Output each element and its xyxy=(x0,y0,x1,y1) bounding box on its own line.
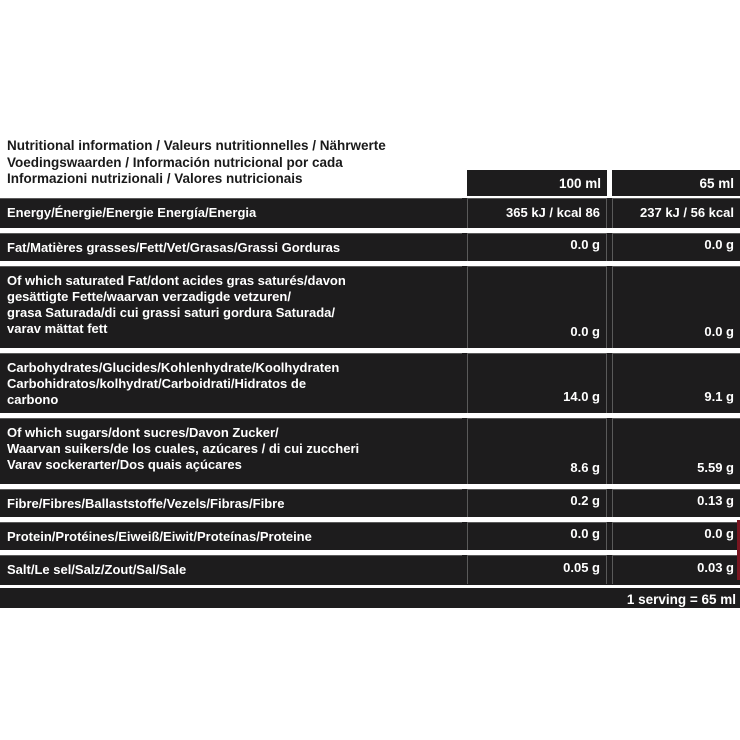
nutrient-label xyxy=(0,233,462,261)
nutrient-label-line: Protein/Protéines/Eiweiß/Eiwit/Proteínas/Proteine xyxy=(7,529,312,544)
nutrient-label-line: Fibre/Fibres/Ballaststoffe/Vezels/Fibras/Fibre xyxy=(7,496,285,511)
title-line: Informazioni nutrizionali / Valores nutricionais xyxy=(7,171,303,186)
value-per-100ml: 0.0 g xyxy=(467,266,607,348)
nutrient-label-line: Fat/Matières grasses/Fett/Vet/Grasas/Grassi Gorduras xyxy=(7,240,341,255)
nutrient-label-line: Varav sockerarter/Dos quais açúcares xyxy=(7,457,242,472)
column-header-100ml: 100 ml xyxy=(467,170,607,196)
nutrient-label-line: Energy/Énergie/Energie Energía/Energia xyxy=(7,205,257,220)
title-line: Voedingswaarden / Información nutricional por cada xyxy=(7,154,343,170)
nutrient-label-line: carbono xyxy=(7,392,59,407)
nutrient-label-line: Of which saturated Fat/dont acides gras saturés/davon xyxy=(7,273,346,288)
table-row xyxy=(0,555,740,584)
nutrient-label-line: Carbohidratos/kolhydrat/Carboidrati/Hidratos de xyxy=(7,376,307,391)
nutrient-label xyxy=(0,489,462,517)
value-per-100ml: 0.2 g xyxy=(467,489,607,517)
value-per-100ml: 0.05 g xyxy=(467,555,607,584)
table-row xyxy=(0,198,740,229)
nutrient-label xyxy=(0,522,462,550)
row-divider xyxy=(0,585,740,588)
value-per-serving: 237 kJ / 56 kcal xyxy=(612,198,740,229)
nutrient-label-line: Waarvan suikers/de los cuales, azúcares / di cui zuccheri xyxy=(7,441,360,456)
serving-size-note: 1 serving = 65 ml xyxy=(626,592,736,607)
nutrient-label-line: grasa Saturada/di cui grassi saturi gordura Saturada/ xyxy=(7,305,335,320)
nutrition-table xyxy=(0,198,740,608)
title-line: Nutritional information / Valeurs nutritionnelles / Nährwerte xyxy=(7,138,386,153)
table-row xyxy=(0,522,740,550)
table-row xyxy=(0,266,740,348)
table-row xyxy=(0,353,740,413)
value-per-100ml: 0.0 g xyxy=(467,522,607,550)
table-row xyxy=(0,418,740,484)
nutrient-label-line: varav mättat fett xyxy=(7,321,108,336)
value-per-serving: 0.0 g xyxy=(612,522,740,550)
value-per-serving: 9.1 g xyxy=(612,353,740,413)
nutrient-label-line: Carbohydrates/Glucides/Kohlenhydrate/Koolhydraten xyxy=(7,360,340,375)
value-per-serving: 0.0 g xyxy=(612,233,740,261)
column-header-serving: 65 ml xyxy=(612,170,740,196)
value-per-serving: 0.0 g xyxy=(612,266,740,348)
value-per-100ml: 365 kJ / kcal 86 xyxy=(467,198,607,229)
nutrient-label-line: gesättigte Fette/waarvan verzadigde vetzuren/ xyxy=(7,289,291,304)
value-per-100ml: 8.6 g xyxy=(467,418,607,484)
nutrient-label xyxy=(0,353,462,413)
nutrient-label-line: Salt/Le sel/Salz/Zout/Sal/Sale xyxy=(7,562,187,577)
value-per-100ml: 0.0 g xyxy=(467,233,607,261)
table-title xyxy=(7,138,477,188)
value-per-serving: 0.03 g xyxy=(612,555,740,584)
table-row xyxy=(0,489,740,517)
value-per-serving: 5.59 g xyxy=(612,418,740,484)
nutrient-label xyxy=(0,418,462,484)
value-per-serving: 0.13 g xyxy=(612,489,740,517)
nutrient-label xyxy=(0,266,462,348)
table-row xyxy=(0,233,740,261)
nutrient-label-line: Of which sugars/dont sucres/Davon Zucker/ xyxy=(7,425,279,440)
nutrient-label xyxy=(0,198,462,229)
nutrient-label xyxy=(0,555,462,584)
value-per-100ml: 14.0 g xyxy=(467,353,607,413)
